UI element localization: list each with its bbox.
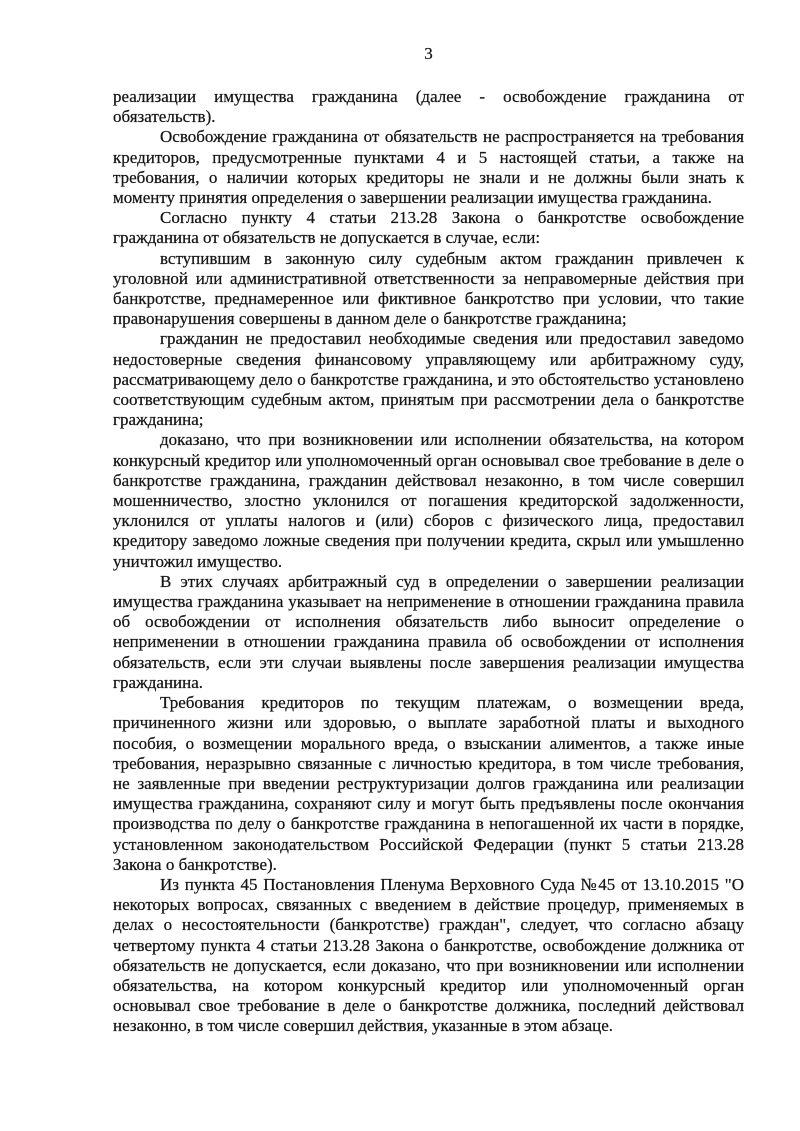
paragraph-9: Из пункта 45 Постановления Пленума Верховного Суда №45 от 13.10.2015 "О некоторых вопросах, связанных с введением в действие процедур, применяемых в делах о несостоятельности (банкротстве) граждан", следует, что согласно абзацу четвертому пункта 4 статьи 213.28 Закона о банкротстве, освобождение должника от обязательств не допускается, если доказано, что при возникновении или исполнении обязательства, на котором конкурсный кредитор или уполномоченный орган основывал свое требование в деле о банкротстве должника, последний действовал незаконно, в том числе совершил действия, указанные в этом абзаце. [113,874,744,1036]
paragraph-2: Освобождение гражданина от обязательств не распространяется на требования кредиторов, предусмотренные пунктами 4 и 5 настоящей статьи, а также на требования, о наличии которых кредиторы не знали и не должны были знать к моменту принятия определения о завершении реализации имущества гражданина. [113,127,744,208]
paragraph-3: Согласно пункту 4 статьи 213.28 Закона о банкротстве освобождение гражданина от обязательств не допускается в случае, если: [113,208,744,248]
paragraph-4: вступившим в законную силу судебным актом гражданин привлечен к уголовной или административной ответственности за неправомерные действия при банкротстве, преднамеренное или фиктивное банкротство при условии, что такие правонарушения совершены в данном деле о банкротстве гражданина; [113,248,744,329]
page-number: 3 [424,44,433,63]
paragraph-7: В этих случаях арбитражный суд в определении о завершении реализации имущества гражданина указывает на неприменение в отношении гражданина правила об освобождении от исполнения обязательств либо выносит определение о неприменении в отношении гражданина правила об освобождении от исполнения обязательств, если эти случаи выявлены после завершения реализации имущества гражданина. [113,571,744,692]
document-body [113,87,744,1037]
paragraph-6: доказано, что при возникновении или исполнении обязательства, на котором конкурсный кредитор или уполномоченный орган основывал свое требование в деле о банкротстве гражданина, гражданин действовал незаконно, в том числе совершил мошенничество, злостно уклонился от погашения кредиторской задолженности, уклонился от уплаты налогов и (или) сборов с физического лица, предоставил кредитору заведомо ложные сведения при получении кредита, скрыл или умышленно уничтожил имущество. [113,430,744,571]
paragraph-continuation: реализации имущества гражданина (далее - освобождение гражданина от обязательств). [113,87,744,127]
paragraph-5: гражданин не предоставил необходимые сведения или предоставил заведомо недостоверные сведения финансовому управляющему или арбитражному суду, рассматривающему дело о банкротстве гражданина, и это обстоятельство установлено соответствующим судебным актом, принятым при рассмотрении дела о банкротстве гражданина; [113,329,744,430]
paragraph-8: Требования кредиторов по текущим платежам, о возмещении вреда, причиненного жизни или здоровью, о выплате заработной платы и выходного пособия, о возмещении морального вреда, о взыскании алиментов, а также иные требования, неразрывно связанные с личностью кредитора, в том числе требования, не заявленные при введении реструктуризации долгов гражданина или реализации имущества гражданина, сохраняют силу и могут быть предъявлены после окончания производства по делу о банкротстве гражданина в непогашенной их части в порядке, установленном законодательством Российской Федерации (пункт 5 статьи 213.28 Закона о банкротстве). [113,693,744,874]
